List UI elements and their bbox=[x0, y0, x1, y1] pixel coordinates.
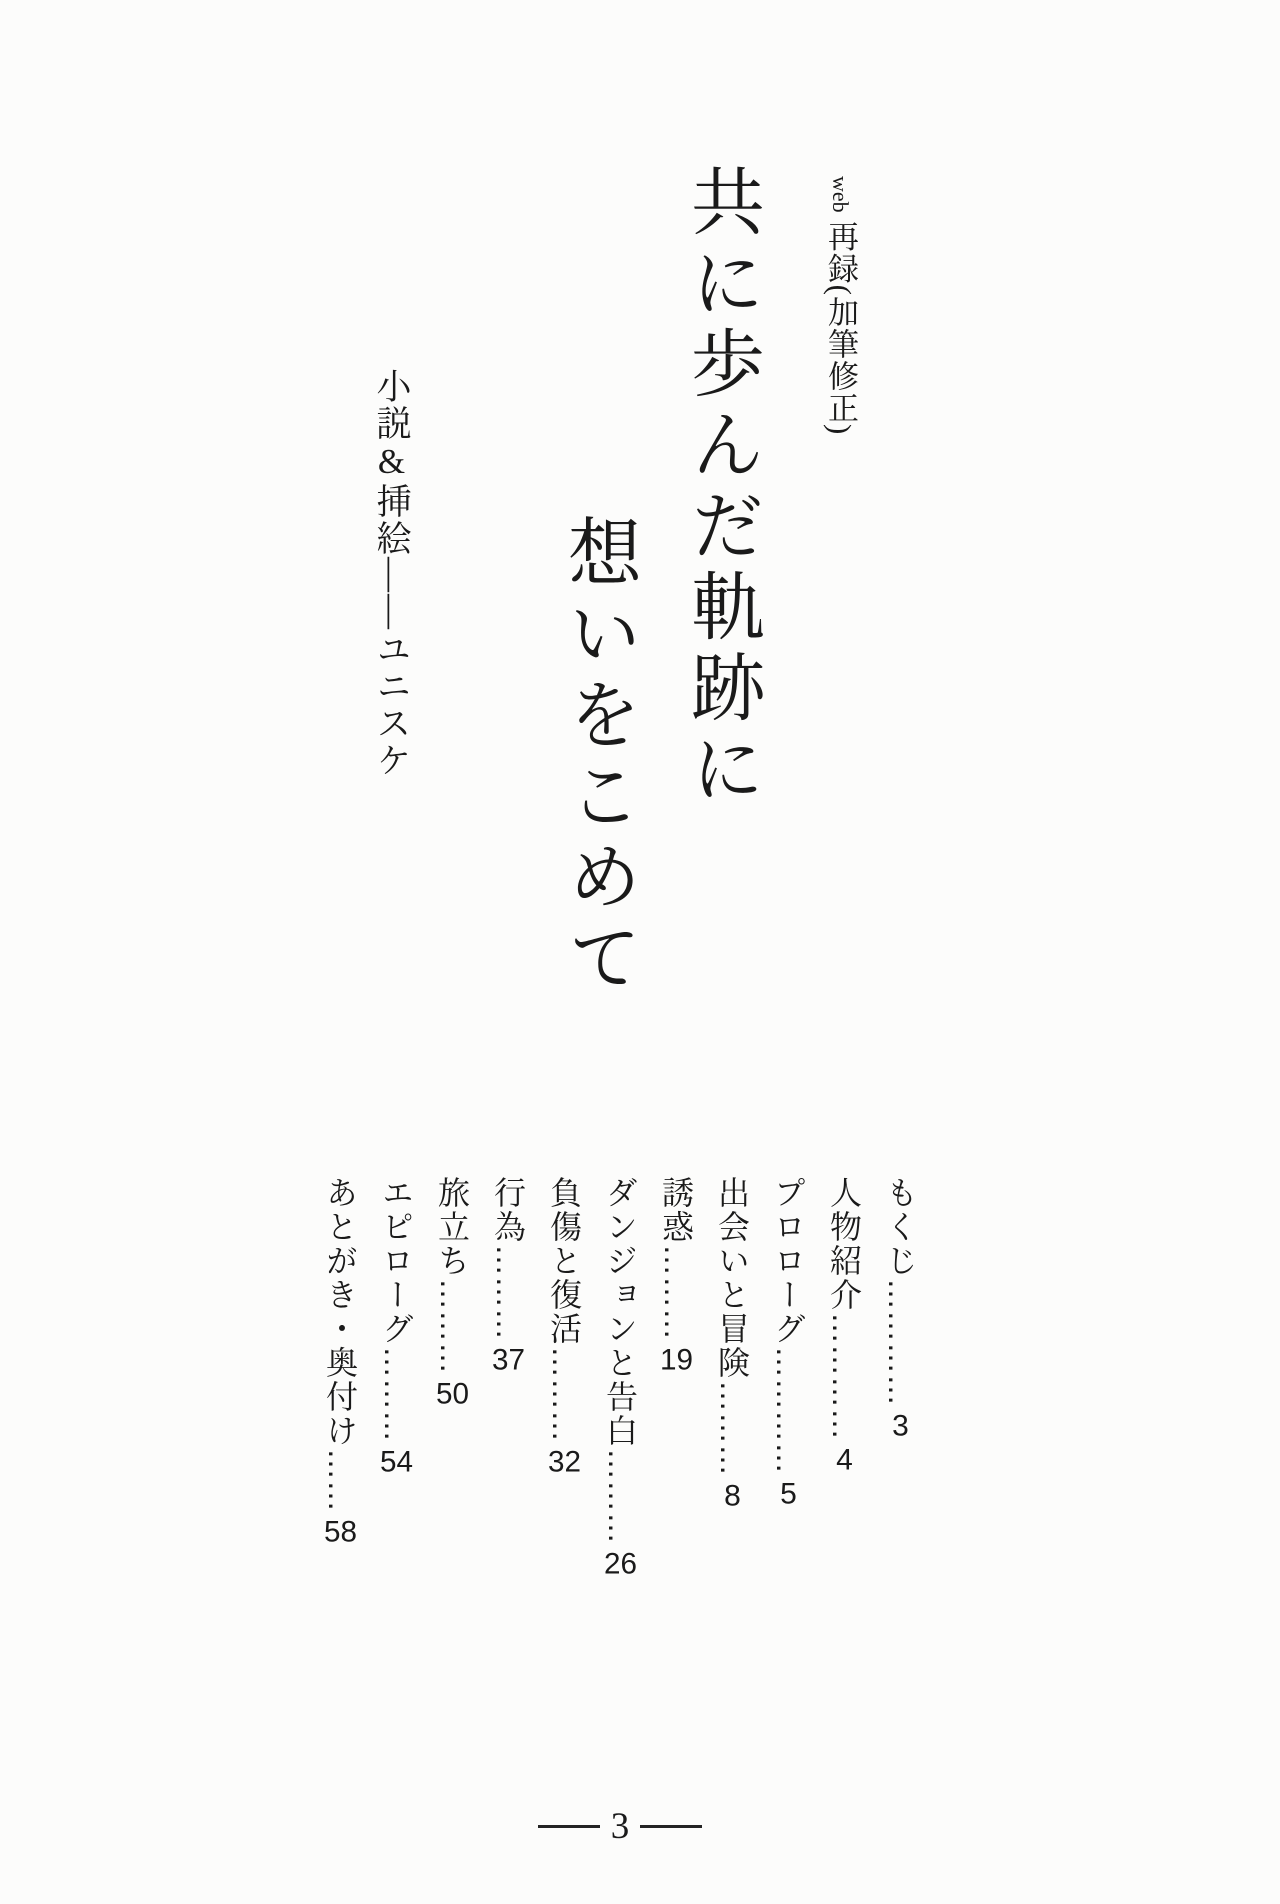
toc-entry bbox=[816, 1176, 872, 1646]
toc-page-number: 26 bbox=[604, 1549, 637, 1579]
toc-entry bbox=[592, 1176, 648, 1646]
toc-leader-dots: ……… bbox=[658, 1244, 694, 1340]
edition-note-text: 再録(加筆修正) bbox=[823, 220, 858, 436]
edition-note bbox=[818, 176, 863, 435]
toc-leader-dots: ………… bbox=[882, 1278, 918, 1406]
toc-entry bbox=[648, 1176, 704, 1646]
toc-page-number: 4 bbox=[836, 1445, 853, 1475]
toc-page-number: 3 bbox=[892, 1411, 909, 1441]
footer-dash-left bbox=[538, 1825, 600, 1828]
toc-entry bbox=[312, 1176, 368, 1646]
toc-leader-dots: ……… bbox=[378, 1346, 414, 1442]
credit-author-name: ユニスケ bbox=[372, 631, 411, 779]
credit-role-1: 小説 bbox=[372, 368, 411, 442]
toc-leader-dots: ………… bbox=[770, 1346, 806, 1474]
toc-page-number: 50 bbox=[436, 1379, 469, 1409]
toc-entry-title: ダンジョンと告白 bbox=[602, 1176, 638, 1448]
page-footer bbox=[538, 1804, 702, 1848]
toc-entry-title: もくじ bbox=[882, 1176, 918, 1278]
toc-entry bbox=[872, 1176, 928, 1646]
edition-note-latin: web bbox=[828, 176, 853, 213]
toc-page-number: 19 bbox=[660, 1345, 693, 1375]
credit-dash: —— bbox=[372, 557, 411, 631]
toc-page-number: 58 bbox=[324, 1517, 357, 1547]
toc-leader-dots: ……… bbox=[602, 1448, 638, 1544]
toc-entry bbox=[424, 1176, 480, 1646]
toc-entry bbox=[760, 1176, 816, 1646]
toc-page-number: 32 bbox=[548, 1447, 581, 1477]
toc-leader-dots: ……… bbox=[714, 1380, 750, 1476]
credit-role-2: 挿絵 bbox=[372, 483, 411, 557]
footer-page-number: 3 bbox=[610, 1805, 630, 1847]
book-title-line-2: 想いをこめて bbox=[557, 514, 639, 1000]
toc-page-number: 8 bbox=[724, 1481, 741, 1511]
toc-entry bbox=[480, 1176, 536, 1646]
author-credit bbox=[366, 368, 416, 779]
credit-ampersand: & bbox=[372, 442, 411, 483]
toc-entry-title: 出会いと冒険 bbox=[714, 1176, 750, 1380]
toc-entry-title: 行為 bbox=[490, 1176, 526, 1244]
toc-page-number: 37 bbox=[492, 1345, 525, 1375]
toc-entry-title: プロローグ bbox=[770, 1176, 806, 1346]
book-title-line-1: 共に歩んだ軌跡に bbox=[680, 163, 762, 811]
toc-entry bbox=[704, 1176, 760, 1646]
toc-leader-dots: ……… bbox=[546, 1346, 582, 1442]
toc-leader-dots: …… bbox=[322, 1448, 358, 1512]
toc-leader-dots: ……… bbox=[434, 1278, 470, 1374]
toc-entry-title: あとがき・奥付け bbox=[322, 1176, 358, 1448]
toc-entry-title: 負傷と復活 bbox=[546, 1176, 582, 1346]
toc-entry-title: エピローグ bbox=[378, 1176, 414, 1346]
table-of-contents bbox=[323, 1176, 928, 1646]
toc-page-number: 5 bbox=[780, 1479, 797, 1509]
toc-entry-title: 誘惑 bbox=[658, 1176, 694, 1244]
toc-leader-dots: ………… bbox=[826, 1312, 862, 1440]
toc-entry bbox=[536, 1176, 592, 1646]
toc-entry-title: 旅立ち bbox=[434, 1176, 470, 1278]
footer-dash-right bbox=[640, 1825, 702, 1828]
toc-leader-dots: ……… bbox=[490, 1244, 526, 1340]
toc-entry-title: 人物紹介 bbox=[826, 1176, 862, 1312]
toc-page-number: 54 bbox=[380, 1447, 413, 1477]
toc-entry bbox=[368, 1176, 424, 1646]
